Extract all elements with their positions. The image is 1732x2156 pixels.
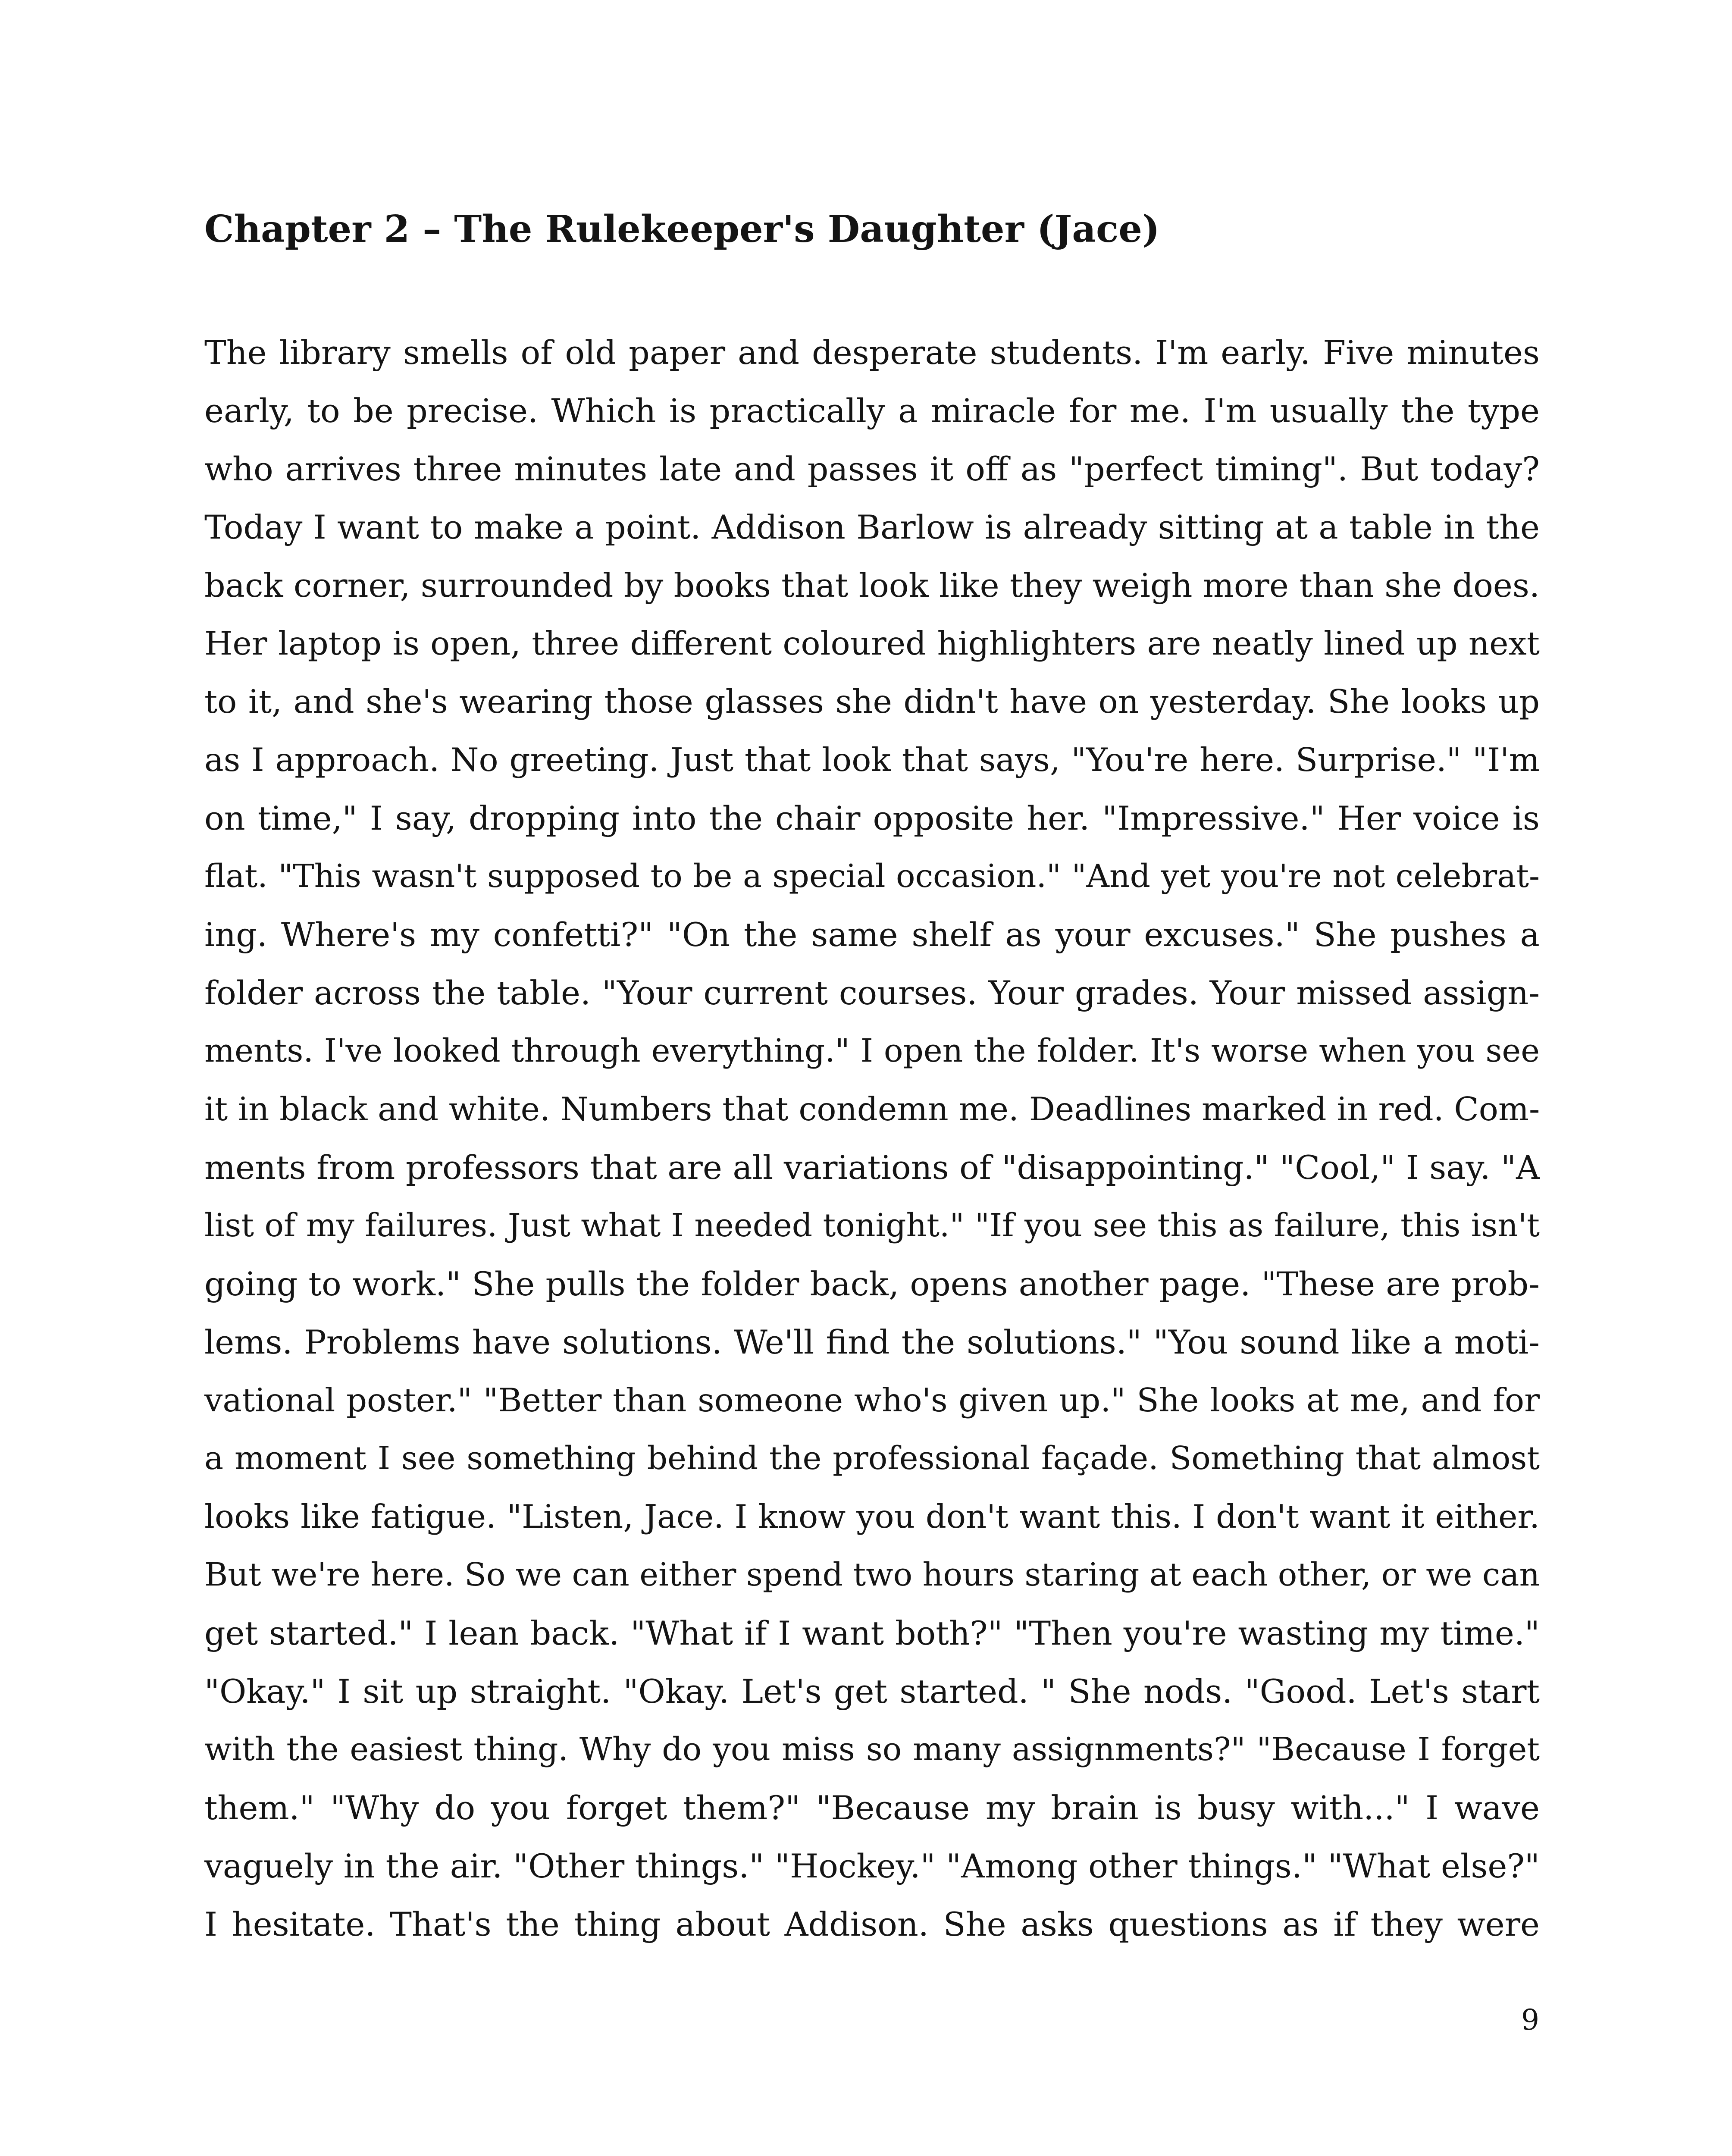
text-line: on time," I say, dropping into the chair opposite her. "Impressive." Her voice is: [204, 799, 1540, 837]
text-line: flat. "This wasn't supposed to be a special occasion." "And yet you're not celebrat-: [204, 858, 1540, 895]
text-line: vational poster." "Better than someone who's given up." She looks at me, and for: [204, 1381, 1540, 1419]
text-line: looks like fatigue. "Listen, Jace. I know you don't want this. I don't want it either.: [204, 1498, 1540, 1536]
text-line: early, to be precise. Which is practically a miracle for me. I'm usually the type: [204, 392, 1540, 430]
text-line: lems. Problems have solutions. We'll find the solutions." "You sound like a moti-: [204, 1323, 1540, 1361]
body-paragraph: [204, 323, 1540, 1953]
text-line: ing. Where's my confetti?" "On the same shelf as your excuses." She pushes a: [204, 915, 1540, 954]
text-line: get started." I lean back. "What if I want both?" "Then you're wasting my time.": [204, 1614, 1540, 1652]
text-line: as I approach. No greeting. Just that look that says, "You're here. Surprise." "I'm: [204, 741, 1540, 779]
text-line: ments. I've looked through everything." I open the folder. It's worse when you see: [204, 1032, 1540, 1069]
text-line: it in black and white. Numbers that condemn me. Deadlines marked in red. Com-: [204, 1090, 1540, 1128]
text-line: with the easiest thing. Why do you miss so many assignments?" "Because I forget: [204, 1731, 1540, 1768]
chapter-title: Chapter 2 – The Rulekeeper's Daughter (Jace): [204, 207, 1160, 251]
text-line: "Okay." I sit up straight. "Okay. Let's get started. " She nods. "Good. Let's start: [204, 1672, 1540, 1711]
text-line: vaguely in the air. "Other things." "Hockey." "Among other things." "What else?": [204, 1847, 1540, 1885]
text-line: to it, and she's wearing those glasses she didn't have on yesterday. She looks up: [204, 683, 1540, 721]
text-line: I hesitate. That's the thing about Addison. She asks questions as if they were: [204, 1905, 1540, 1943]
text-line: ments from professors that are all variations of "disappointing." "Cool," I say. "A: [204, 1148, 1540, 1187]
text-line: list of my failures. Just what I needed tonight." "If you see this as failure, this isn't: [204, 1207, 1540, 1244]
text-line: a moment I see something behind the professional façade. Something that almost: [204, 1440, 1540, 1477]
text-line: who arrives three minutes late and passes it off as "perfect timing". But today?: [204, 450, 1540, 488]
text-line: them." "Why do you forget them?" "Because my brain is busy with..." I wave: [204, 1789, 1540, 1827]
page-number: 9: [1521, 2003, 1539, 2037]
text-line: back corner, surrounded by books that look like they weigh more than she does.: [204, 566, 1540, 605]
text-line: But we're here. So we can either spend two hours staring at each other, or we can: [204, 1556, 1540, 1593]
text-line: The library smells of old paper and desperate students. I'm early. Five minutes: [204, 333, 1540, 372]
text-line: Today I want to make a point. Addison Barlow is already sitting at a table in the: [204, 508, 1540, 546]
text-line: going to work." She pulls the folder back, opens another page. "These are prob-: [204, 1265, 1540, 1303]
text-line: Her laptop is open, three different coloured highlighters are neatly lined up next: [204, 624, 1540, 662]
text-line: folder across the table. "Your current courses. Your grades. Your missed assign-: [204, 974, 1540, 1012]
